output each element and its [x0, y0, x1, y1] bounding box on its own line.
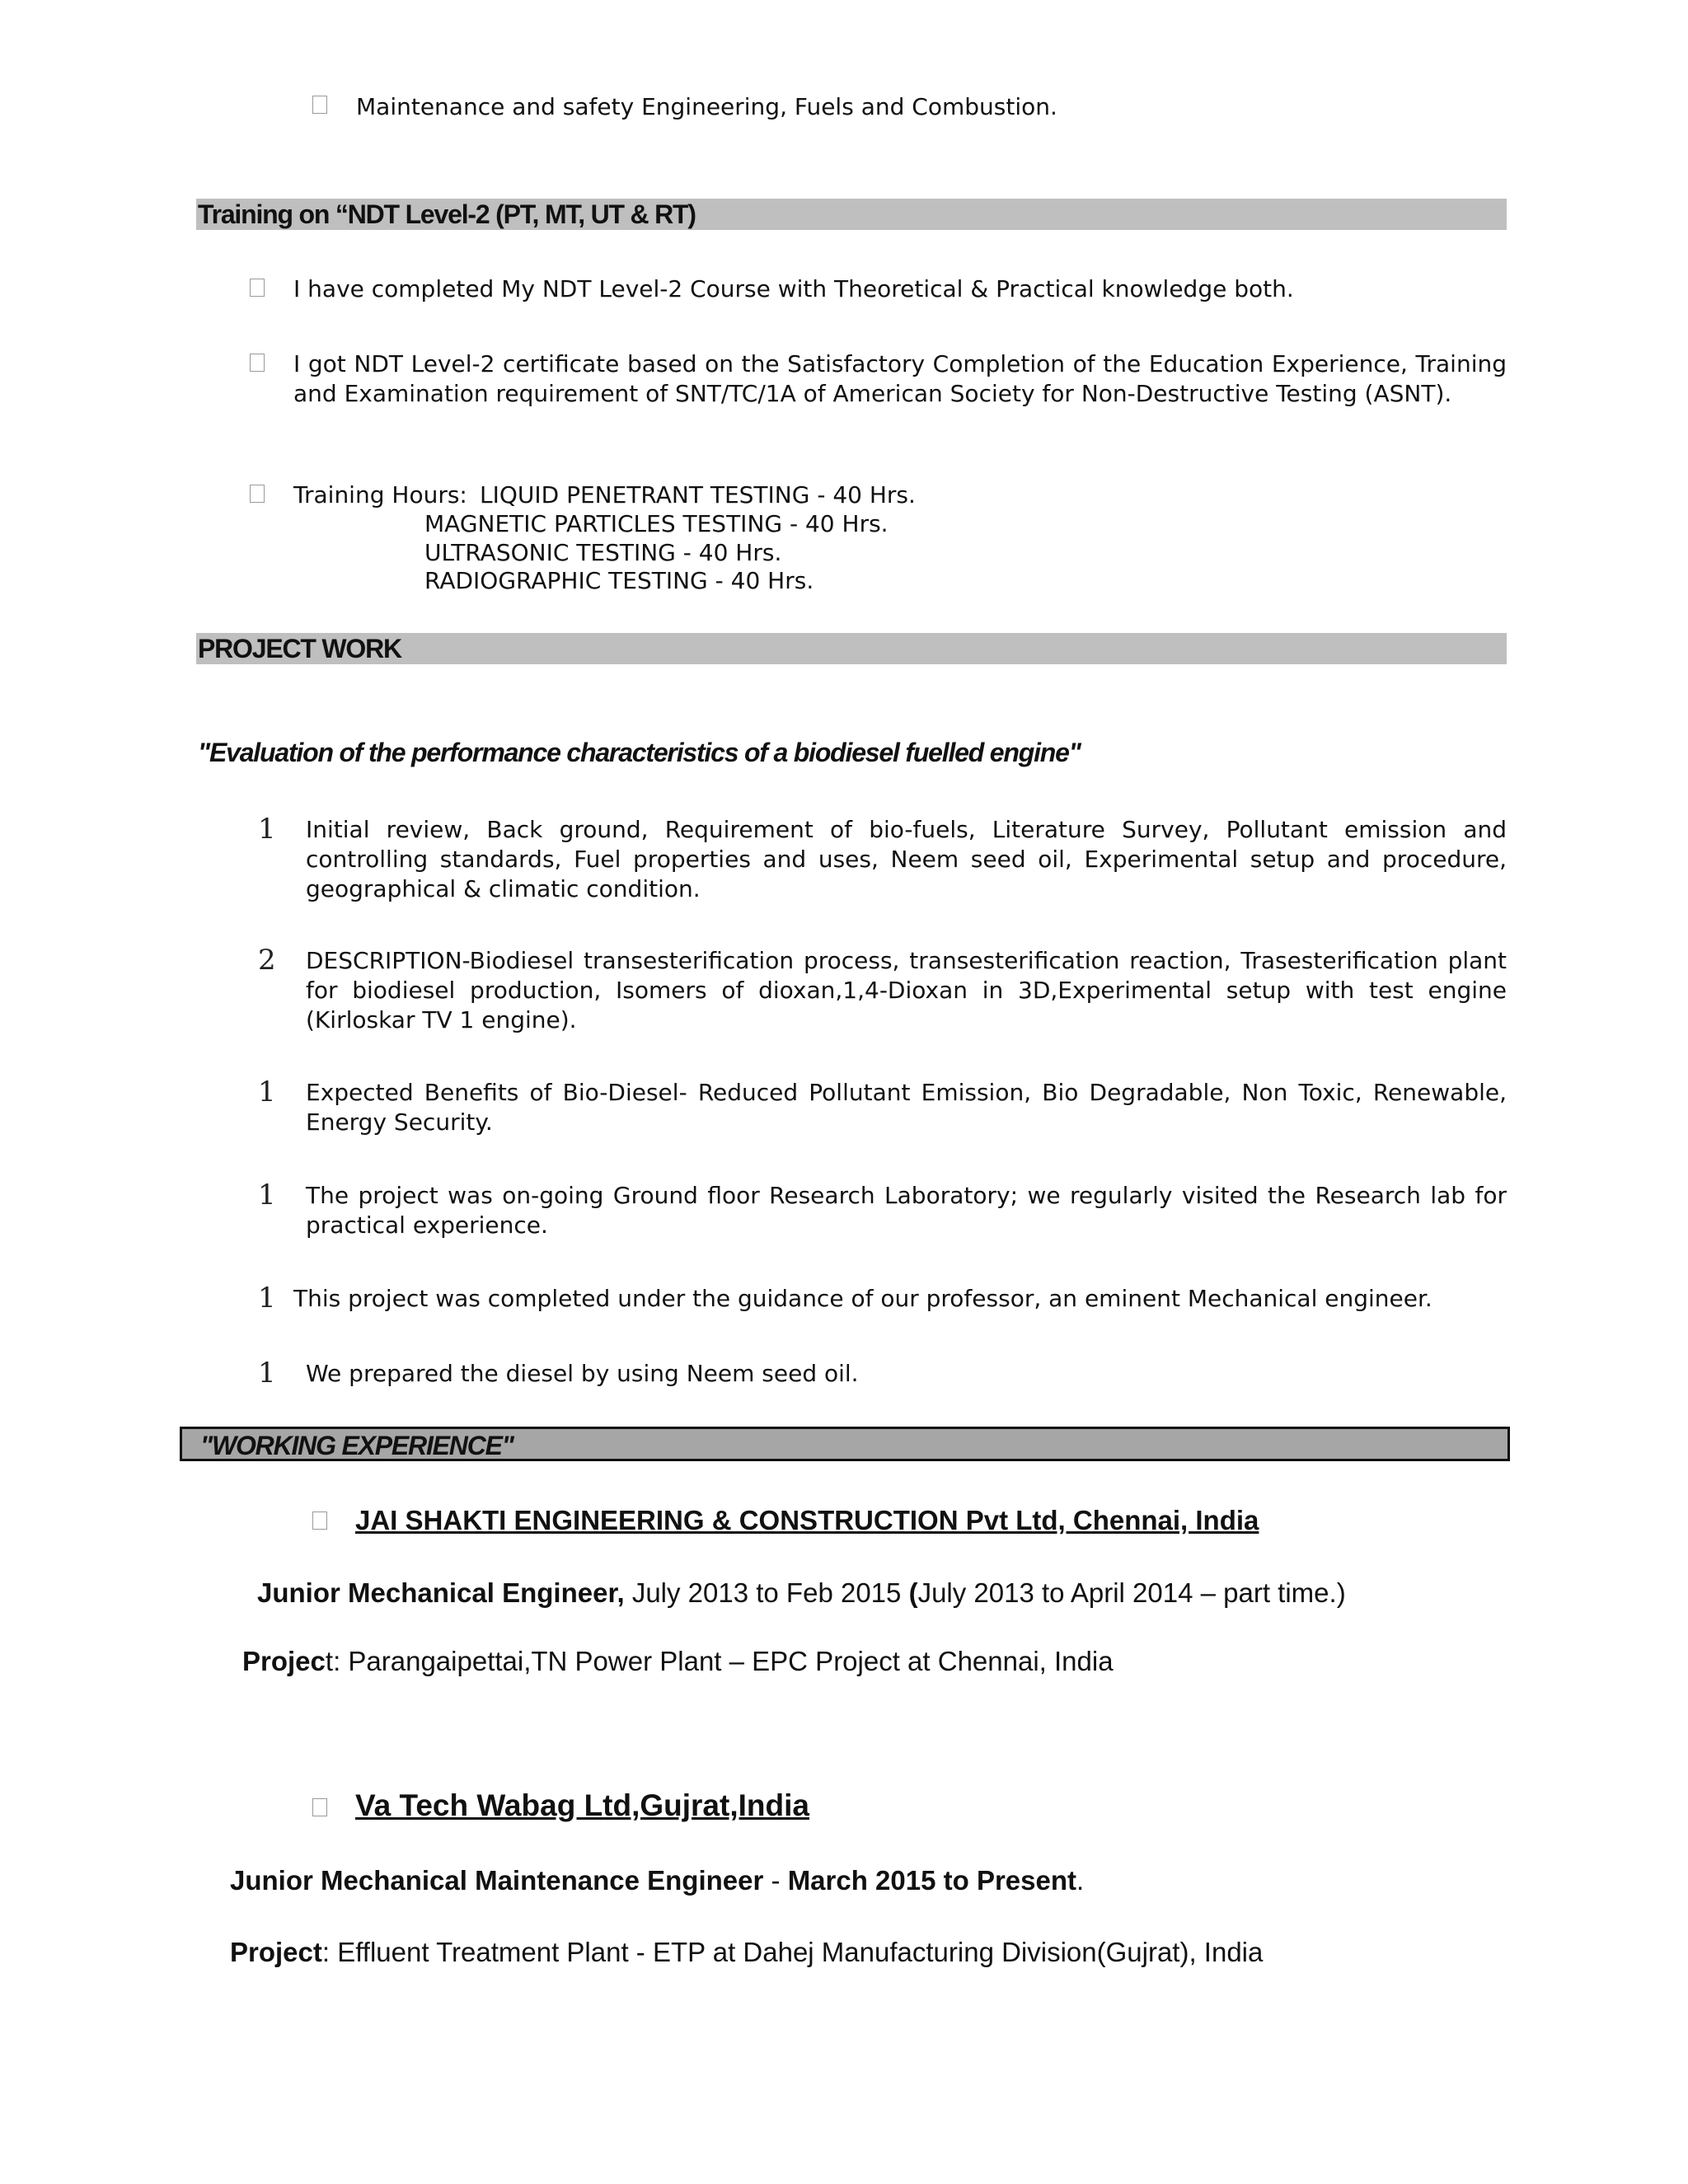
- checkbox-icon: [250, 485, 265, 503]
- job-role-line: [257, 1577, 1346, 1609]
- training-hours-line: RADIOGRAPHIC TESTING - 40 Hrs.: [424, 567, 814, 594]
- job-period: March 2015 to Present: [787, 1865, 1077, 1896]
- training-item: I have completed My NDT Level-2 Course with Theoretical & Practical knowledge both.: [293, 275, 1294, 302]
- project-label: Project: [230, 1937, 322, 1967]
- project-item: Expected Benefits of Bio-Diesel- Reduced Pollutant Emission, Bio Degradable, Non Toxic, Renewable, Energy Security.: [306, 1079, 1507, 1136]
- job-role: Junior Mechanical Maintenance Engineer: [230, 1865, 764, 1896]
- training-hours-line: MAGNETIC PARTICLES TESTING - 40 Hrs.: [424, 510, 889, 537]
- experience-heading: "WORKING EXPERIENCE": [200, 1431, 513, 1460]
- job-role: Junior Mechanical Engineer,: [257, 1577, 625, 1608]
- paren-open: (: [908, 1577, 918, 1608]
- project-item: We prepared the diesel by using Neem seed oil.: [306, 1360, 859, 1387]
- company-name: Va Tech Wabag Ltd,Gujrat,India: [355, 1788, 809, 1822]
- checkbox-icon: [250, 354, 265, 372]
- job-role-line: [230, 1865, 1084, 1896]
- training-item: I got NDT Level-2 certificate based on the Satisfactory Completion of the Education Experience, Training and Examination requirement of SNT/TC/1A of American Society for Non-Destructive Testing (ASNT).: [293, 350, 1507, 407]
- project-title: "Evaluation of the performance characteristics of a biodiesel fuelled engine": [198, 738, 1081, 767]
- job-note: July 2013 to April 2014 – part time.): [917, 1577, 1346, 1608]
- top-bullet-text: Maintenance and safety Engineering, Fuels and Combustion.: [356, 93, 1057, 120]
- training-hours-line: LIQUID PENETRANT TESTING - 40 Hrs.: [480, 481, 916, 509]
- checkbox-icon: [250, 279, 265, 297]
- experience-section-header: [180, 1427, 1510, 1461]
- project-item: This project was completed under the guidance of our professor, an eminent Mechanical engineer.: [293, 1285, 1432, 1312]
- list-number: 1: [258, 1357, 276, 1390]
- checkbox-icon: [312, 1511, 327, 1530]
- company-name: JAI SHAKTI ENGINEERING & CONSTRUCTION Pvt Ltd, Chennai, India: [355, 1505, 1259, 1535]
- project-text: : Effluent Treatment Plant - ETP at Dahej Manufacturing Division(Gujrat), India: [321, 1937, 1264, 1967]
- checkbox-icon: [312, 1798, 327, 1816]
- checkbox-icon: [312, 96, 327, 114]
- project-item: Initial review, Back ground, Requirement of bio-fuels, Literature Survey, Pollutant emission and controlling standards, Fuel properties and uses, Neem seed oil, Experimental setup and procedure, geographical & climatic condition.: [306, 816, 1507, 902]
- list-number: 1: [258, 1076, 276, 1108]
- list-number: 1: [258, 1282, 276, 1315]
- list-number: 1: [258, 1179, 276, 1212]
- job-period: July 2013 to Feb 2015: [631, 1577, 902, 1608]
- job-project-line: [242, 1646, 1114, 1677]
- project-work-section-header: [196, 633, 1507, 664]
- training-hours-line: ULTRASONIC TESTING - 40 Hrs.: [424, 539, 782, 566]
- project-item: The project was on-going Ground floor Research Laboratory; we regularly visited the Research lab for practical experience.: [306, 1182, 1507, 1239]
- role-dash: -: [771, 1865, 781, 1896]
- list-number: 2: [258, 944, 276, 977]
- project-work-heading: PROJECT WORK: [198, 634, 401, 663]
- period-end: .: [1076, 1865, 1085, 1896]
- training-section-header: [196, 199, 1507, 230]
- project-label: Projec: [242, 1646, 326, 1676]
- training-heading: Training on “NDT Level-2 (PT, MT, UT & RT): [198, 199, 696, 229]
- training-hours-label: Training Hours:: [293, 481, 467, 509]
- project-text: : Parangaipettai,TN Power Plant – EPC Project at Chennai, India: [333, 1646, 1114, 1676]
- project-item: DESCRIPTION-Biodiesel transesterification process, transesterification reaction, Trasesterification plant for biodiesel production, Isomers of dioxan,1,4-Dioxan in 3D,Experimental setup with test engine (Kirloskar TV 1 engine).: [306, 947, 1507, 1033]
- list-number: 1: [258, 813, 276, 846]
- project-label-tail: t: [325, 1646, 334, 1676]
- job-project-line: [230, 1937, 1263, 1968]
